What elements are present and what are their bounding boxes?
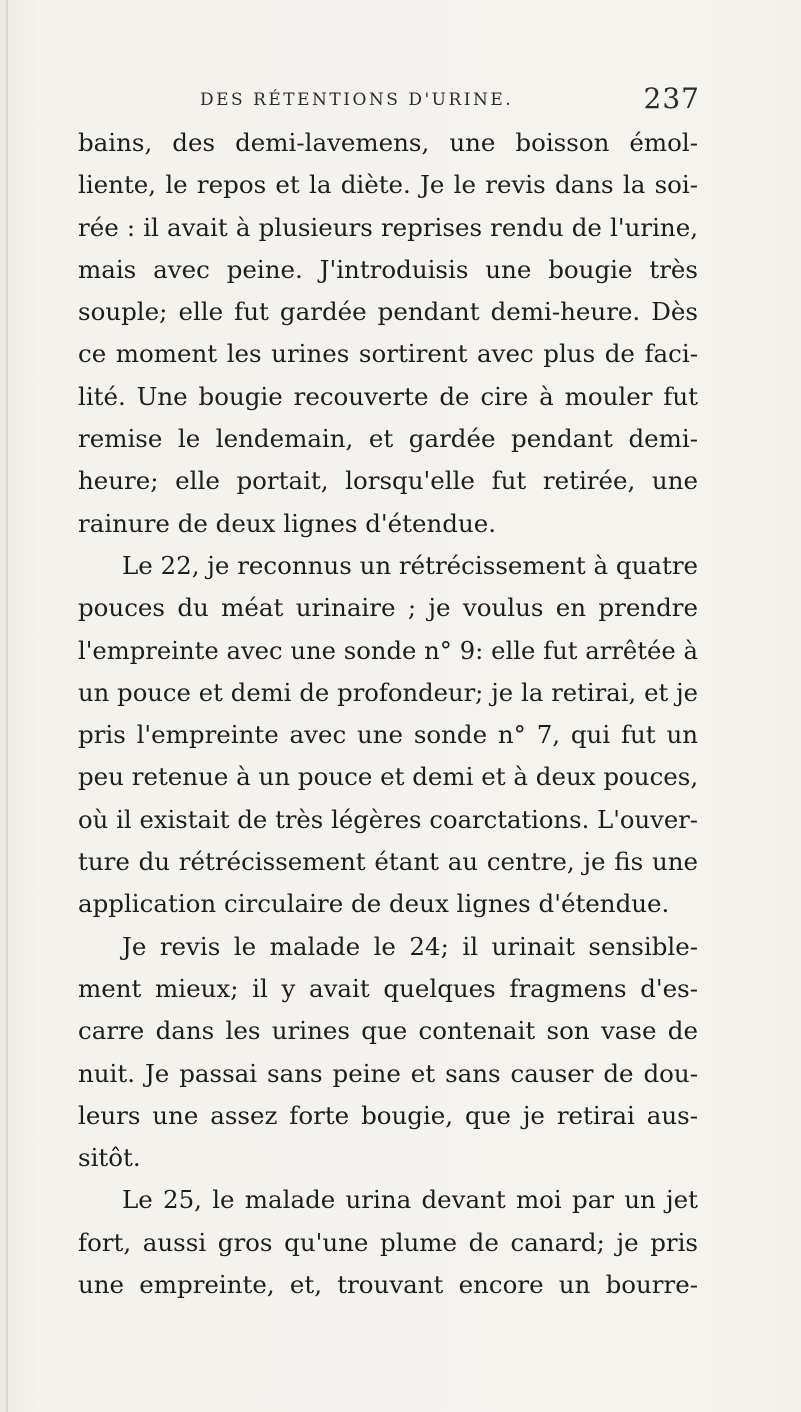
text-line: l'empreinte avec une sonde n° 9: elle fut arrêtée à <box>78 635 698 665</box>
text-line: ce moment les urines sortirent avec plus de faci- <box>78 339 698 369</box>
paragraph-start-line: Le 25, le malade urina devant moi par un jet <box>122 1185 698 1215</box>
paragraph-end-line: rainure de deux lignes d'étendue. <box>78 508 497 538</box>
paragraph-end-line: sitôt. <box>78 1143 141 1173</box>
text-line: où il existait de très légères coarctations. L'ouver- <box>78 804 698 834</box>
text-line: liente, le repos et la diète. Je le revis dans la soi- <box>78 170 698 200</box>
text-line: heure; elle portait, lorsqu'elle fut retirée, une <box>78 466 698 496</box>
text-line: carre dans les urines que contenait son vase de <box>78 1016 698 1046</box>
page-number: 237 <box>643 82 700 115</box>
body-text <box>78 122 698 1306</box>
text-line: peu retenue à un pouce et demi et à deux pouces, <box>78 762 699 792</box>
paragraph-end-line: application circulaire de deux lignes d'étendue. <box>78 889 670 919</box>
text-line: un pouce et demi de profondeur; je la retirai, et je <box>78 677 698 707</box>
paragraph-start-line: Je revis le malade le 24; il urinait sensible- <box>122 931 698 961</box>
text-line: nuit. Je passai sans peine et sans causer de dou- <box>78 1058 698 1088</box>
text-line: pouces du méat urinaire ; je voulus en prendre <box>78 593 698 623</box>
text-line: ment mieux; il y avait quelques fragmens d'es- <box>78 973 698 1003</box>
text-line: fort, aussi gros qu'une plume de canard; je pris <box>78 1227 698 1257</box>
text-line: bains, des demi-lavemens, une boisson émol- <box>78 128 698 157</box>
text-line: une empreinte, et, trouvant encore un bourre- <box>78 1270 698 1300</box>
running-title: DES RÉTENTIONS D'URINE. <box>200 90 514 110</box>
text-line: rée : il avait à plusieurs reprises rendu de l'urine, <box>78 212 698 242</box>
text-line: leurs une assez forte bougie, que je retirai aus- <box>78 1100 698 1130</box>
text-line: mais avec peine. J'introduisis une bougie très <box>78 254 698 284</box>
page-gutter-edge <box>6 0 8 1412</box>
paragraph-start-line: Le 22, je reconnus un rétrécissement à quatre <box>122 550 699 580</box>
text-line: lité. Une bougie recouverte de cire à mouler fut <box>78 381 698 411</box>
text-line: remise le lendemain, et gardée pendant demi- <box>78 424 698 454</box>
text-line: ture du rétrécissement étant au centre, je fis une <box>78 847 698 877</box>
text-line: souple; elle fut gardée pendant demi-heure. Dès <box>78 297 698 327</box>
running-head <box>200 84 700 124</box>
text-line: pris l'empreinte avec une sonde n° 7, qui fut un <box>78 720 698 750</box>
